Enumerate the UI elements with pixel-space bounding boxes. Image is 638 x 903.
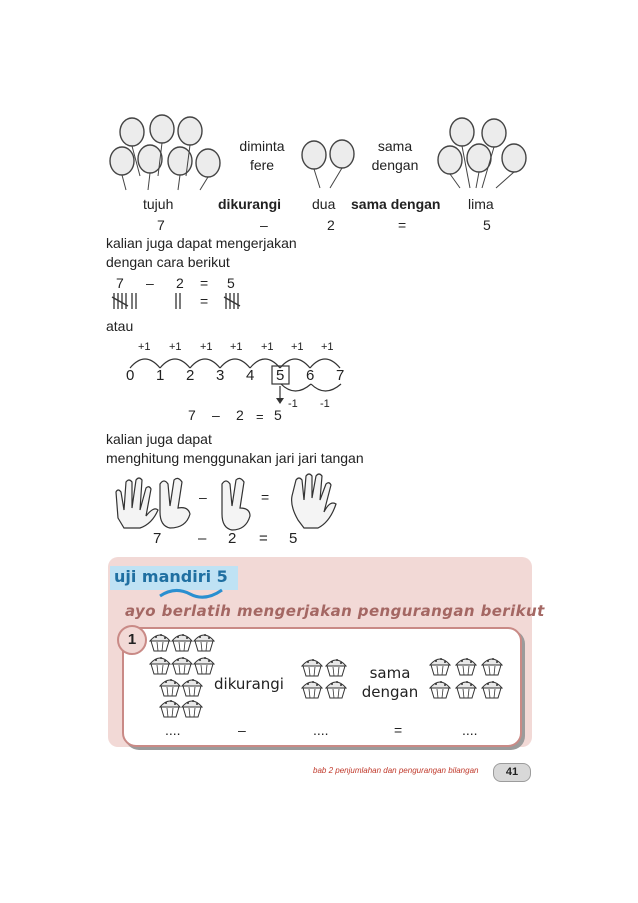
word-lima: lima	[468, 196, 494, 212]
word-dikurangi: dikurangi	[218, 196, 282, 212]
plus-1-g: +1	[321, 341, 334, 353]
eq1-minus: –	[146, 275, 154, 291]
text-line-1: kalian juga dapat mengerjakan	[106, 235, 297, 251]
hands-op-minus: –	[199, 489, 207, 505]
plus-1-d: +1	[230, 341, 243, 353]
hands-eq-7: 7	[153, 530, 162, 547]
fere-label: fere	[249, 157, 275, 173]
exercise-sama: sama	[369, 664, 411, 682]
nl-eq-equals: =	[256, 409, 264, 424]
exercise-equals: =	[394, 722, 403, 738]
nl-4: 4	[246, 367, 255, 384]
hands-eq-minus: –	[198, 530, 207, 547]
atau-label: atau	[106, 318, 134, 334]
nl-3: 3	[216, 367, 225, 384]
question-number-badge: 1	[117, 625, 147, 655]
sama-label: sama	[377, 138, 413, 154]
minus-1-a: -1	[288, 398, 298, 410]
text-line-2: dengan cara berikut	[106, 254, 230, 270]
eq1-5: 5	[227, 275, 235, 291]
text-line-3: kalian juga dapat	[106, 431, 212, 447]
nl-6: 6	[306, 367, 315, 384]
nl-eq-7: 7	[188, 407, 196, 423]
symbol-2: 2	[327, 217, 335, 233]
plus-1-c: +1	[200, 341, 213, 353]
plus-1-e: +1	[261, 341, 274, 353]
hands-eq-2: 2	[228, 530, 237, 547]
plus-1-f: +1	[291, 341, 304, 353]
text-line-4: menghitung menggunakan jari jari tangan	[106, 450, 364, 466]
exercise-minus: –	[238, 722, 246, 738]
eq1-equals: =	[200, 275, 209, 291]
diminta-label: diminta	[239, 138, 285, 154]
nl-eq-minus: –	[212, 407, 220, 423]
exercise-dikurangi: dikurangi	[214, 675, 284, 693]
nl-2: 2	[186, 367, 195, 384]
answer-blank-3: ....	[462, 722, 478, 738]
word-tujuh: tujuh	[143, 196, 174, 212]
nl-0: 0	[126, 367, 135, 384]
tally-equals: =	[200, 293, 209, 309]
chapter-footer: bab 2 penjumlahan dan pengurangan bilangan	[313, 766, 479, 775]
symbol-minus: –	[260, 217, 268, 233]
nl-1: 1	[156, 367, 165, 384]
minus-1-b: -1	[320, 398, 330, 410]
symbol-7: 7	[157, 217, 165, 233]
hands-op-equals: =	[261, 489, 270, 505]
hands-eq-equals: =	[259, 530, 268, 547]
symbol-5: 5	[483, 217, 491, 233]
page-number: 41	[493, 763, 531, 782]
symbol-equals: =	[398, 217, 407, 233]
hands-eq-5: 5	[289, 530, 298, 547]
plus-1-a: +1	[138, 341, 151, 353]
eq1-2: 2	[176, 275, 184, 291]
word-dua: dua	[312, 196, 336, 212]
eq1-7: 7	[116, 275, 124, 291]
nl-eq-5: 5	[274, 407, 282, 423]
exercise-tag: uji mandiri 5	[114, 567, 228, 586]
word-sama-dengan: sama dengan	[351, 196, 441, 212]
answer-blank-2: ....	[313, 722, 329, 738]
exercise-dengan: dengan	[361, 683, 419, 701]
exercise-instruction: ayo berlatih mengerjakan pengurangan berikut	[125, 602, 545, 620]
nl-5: 5	[276, 367, 285, 384]
nl-7: 7	[336, 367, 345, 384]
dengan-label: dengan	[371, 157, 419, 173]
answer-blank-1: ....	[165, 722, 181, 738]
cupcake-group-six	[0, 0, 1, 1]
nl-eq-2: 2	[236, 407, 244, 423]
plus-1-b: +1	[169, 341, 182, 353]
